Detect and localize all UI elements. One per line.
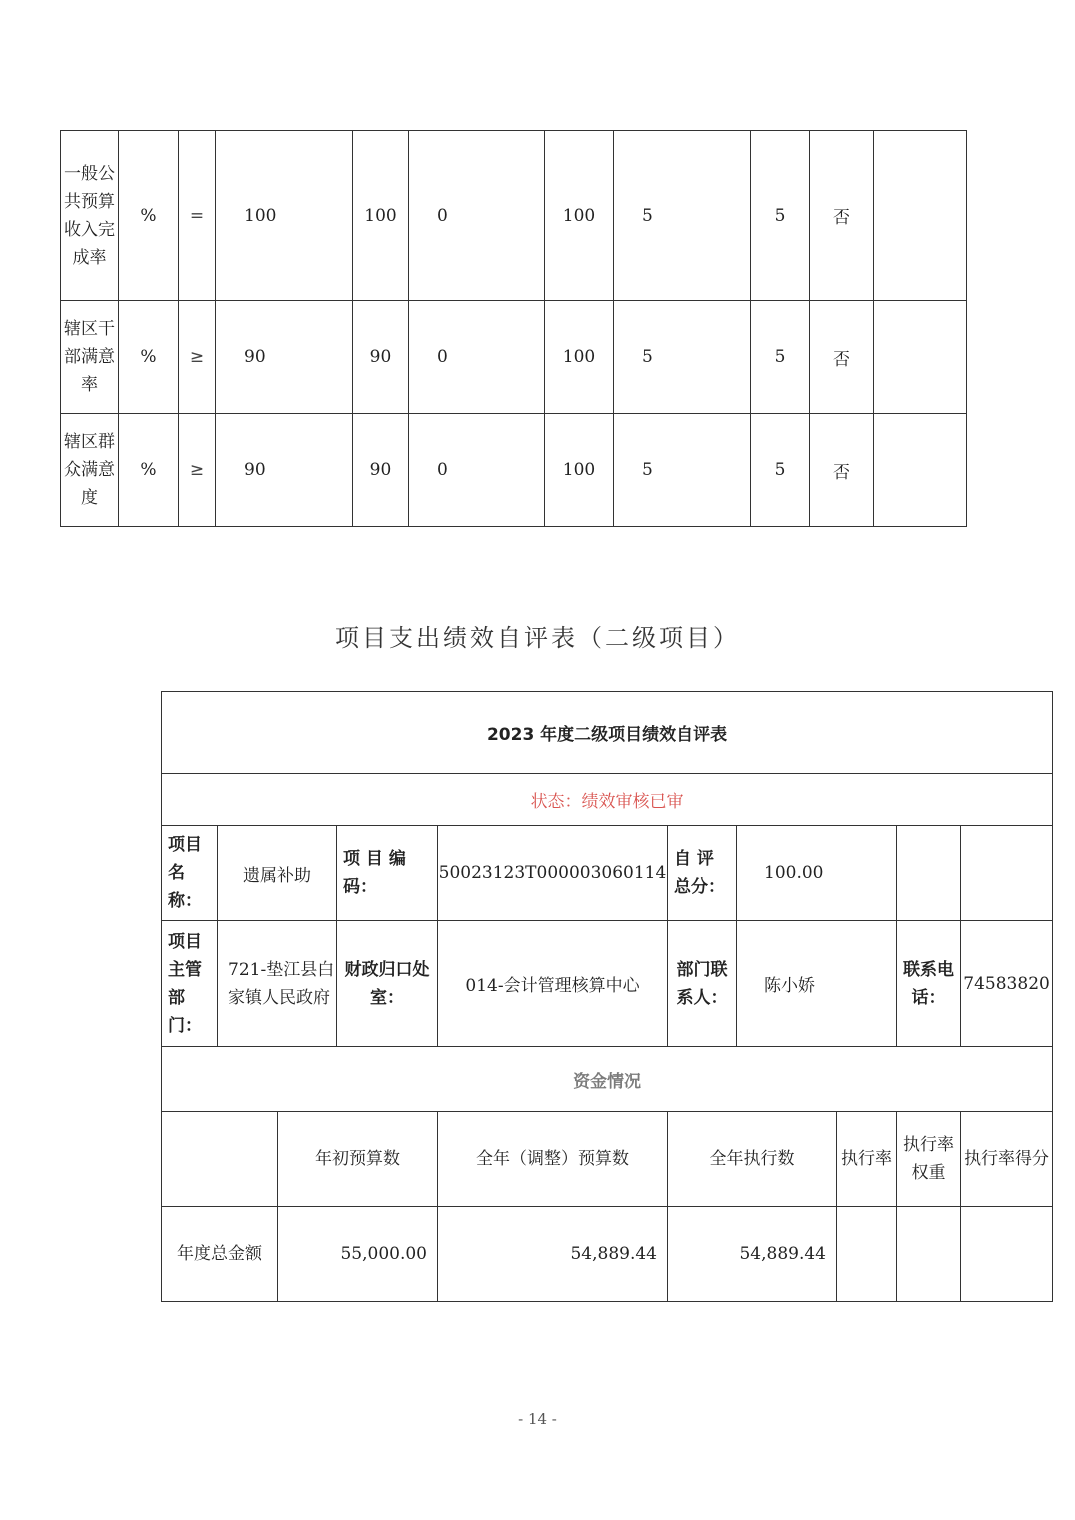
indicator-score: 5 [751, 301, 810, 414]
empty-cell [162, 1112, 278, 1207]
indicator-note [874, 131, 967, 301]
empty-cell [897, 826, 961, 921]
col-executed: 全年执行数 [668, 1112, 837, 1207]
total-score: 100.00 [737, 826, 897, 921]
indicator-actual: 90 [353, 301, 409, 414]
indicator-weight: 5 [614, 414, 751, 527]
form-header: 2023 年度二级项目绩效自评表 [162, 692, 1053, 774]
indicator-note [874, 414, 967, 527]
indicator-deviation: 0 [409, 414, 545, 527]
dept-label: 项目主管部门： [162, 921, 218, 1047]
indicator-score: 5 [751, 131, 810, 301]
indicator-unit: % [119, 414, 179, 527]
col-exec-rate-weight: 执行率权重 [897, 1112, 961, 1207]
project-code-label: 项 目 编码： [337, 826, 438, 921]
finance-label: 财政归口处室： [337, 921, 438, 1047]
executed-value: 54,889.44 [668, 1207, 837, 1302]
indicator-weight: 5 [614, 301, 751, 414]
finance-value: 014-会计管理核算中心 [438, 921, 668, 1047]
table-row [61, 131, 967, 301]
indicator-flag: 否 [810, 301, 874, 414]
indicator-name: 辖区干部满意率 [61, 301, 119, 414]
indicator-name: 辖区群众满意度 [61, 414, 119, 527]
project-name: 遗属补助 [218, 826, 337, 921]
indicator-unit: % [119, 131, 179, 301]
dept-value: 721-垫江县白家镇人民政府 [218, 921, 337, 1047]
empty-cell [837, 1207, 897, 1302]
phone-label: 联系电话： [897, 921, 961, 1047]
row-label: 年度总金额 [162, 1207, 278, 1302]
col-exec-rate-score: 执行率得分 [961, 1112, 1053, 1207]
indicator-operator: ≥ [179, 301, 216, 414]
project-name-label: 项目名称： [162, 826, 218, 921]
status-text: 状态：绩效审核已审 [162, 774, 1053, 826]
col-exec-rate: 执行率 [837, 1112, 897, 1207]
indicator-rate: 100 [545, 301, 614, 414]
empty-cell [897, 1207, 961, 1302]
page-number: - 14 - [518, 1410, 557, 1428]
indicator-unit: % [119, 301, 179, 414]
phone-value: 74583820 [961, 921, 1053, 1047]
empty-cell [961, 826, 1053, 921]
indicator-rate: 100 [545, 131, 614, 301]
table-row [61, 414, 967, 527]
indicator-flag: 否 [810, 131, 874, 301]
indicator-weight: 5 [614, 131, 751, 301]
indicator-flag: 否 [810, 414, 874, 527]
indicator-operator: = [179, 131, 216, 301]
indicator-note [874, 301, 967, 414]
adjusted-budget-value: 54,889.44 [438, 1207, 668, 1302]
indicator-deviation: 0 [409, 131, 545, 301]
indicator-rate: 100 [545, 414, 614, 527]
col-initial-budget: 年初预算数 [278, 1112, 438, 1207]
total-score-label: 自 评总分： [668, 826, 737, 921]
initial-budget-value: 55,000.00 [278, 1207, 438, 1302]
indicator-actual: 100 [353, 131, 409, 301]
empty-cell [961, 1207, 1053, 1302]
indicator-deviation: 0 [409, 301, 545, 414]
indicator-target: 90 [216, 414, 353, 527]
indicator-score: 5 [751, 414, 810, 527]
indicator-operator: ≥ [179, 414, 216, 527]
funds-title: 资金情况 [162, 1047, 1053, 1112]
contact-value: 陈小娇 [737, 921, 897, 1047]
contact-label: 部门联系人： [668, 921, 737, 1047]
self-evaluation-form [161, 691, 1053, 1302]
section-title: 项目支出绩效自评表（二级项目） [335, 624, 740, 652]
indicator-name: 一般公共预算收入完成率 [61, 131, 119, 301]
indicator-actual: 90 [353, 414, 409, 527]
project-code: 50023123T000003060114 [438, 826, 668, 921]
table-row [61, 301, 967, 414]
indicator-table [60, 130, 967, 527]
indicator-target: 90 [216, 301, 353, 414]
col-adjusted-budget: 全年（调整）预算数 [438, 1112, 668, 1207]
indicator-target: 100 [216, 131, 353, 301]
